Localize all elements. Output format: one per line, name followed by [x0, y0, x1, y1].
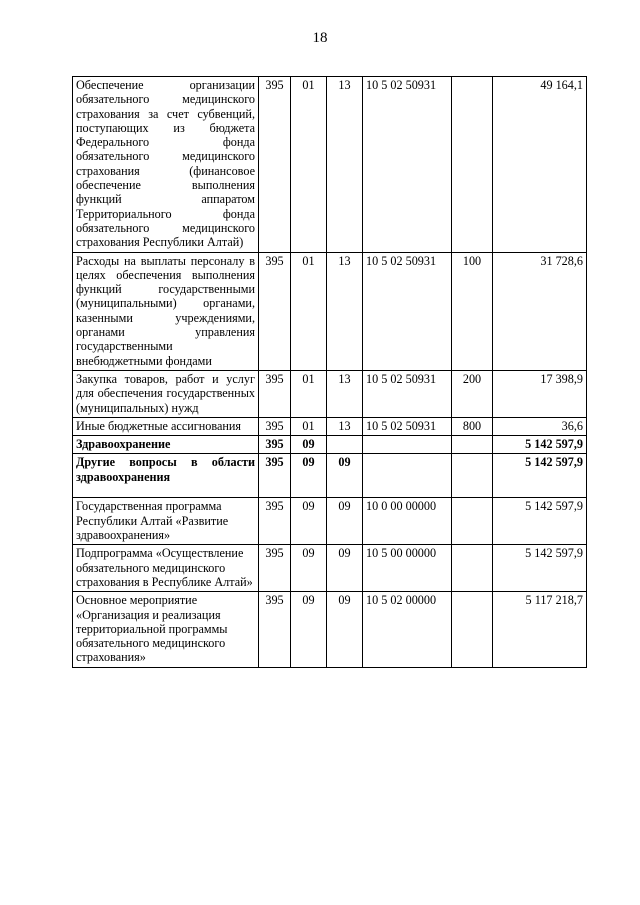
row-target-code — [363, 436, 452, 454]
row-expense-type: 800 — [452, 417, 493, 435]
row-section: 01 — [291, 77, 327, 253]
row-subsection: 13 — [327, 417, 363, 435]
row-section: 01 — [291, 252, 327, 370]
page-number: 18 — [312, 30, 328, 46]
row-subsection: 09 — [327, 454, 363, 498]
row-subsection — [327, 436, 363, 454]
row-grbs: 395 — [259, 77, 291, 253]
row-expense-type — [452, 77, 493, 253]
row-subsection: 13 — [327, 77, 363, 253]
row-section: 09 — [291, 545, 327, 592]
row-section: 09 — [291, 436, 327, 454]
budget-table — [72, 76, 587, 668]
row-subsection: 09 — [327, 498, 363, 545]
row-section: 09 — [291, 454, 327, 498]
row-target-code — [363, 454, 452, 498]
row-section: 01 — [291, 370, 327, 417]
row-name: Другие вопросы в области здравоохранения — [73, 454, 259, 498]
row-sum: 49 164,1 — [493, 77, 587, 253]
row-sum: 5 142 597,9 — [493, 498, 587, 545]
row-grbs: 395 — [259, 592, 291, 667]
row-grbs: 395 — [259, 370, 291, 417]
row-expense-type: 200 — [452, 370, 493, 417]
row-expense-type — [452, 545, 493, 592]
row-grbs: 395 — [259, 436, 291, 454]
row-subsection: 13 — [327, 252, 363, 370]
row-grbs: 395 — [259, 454, 291, 498]
row-grbs: 395 — [259, 545, 291, 592]
row-name: Расходы на выплаты персоналу в целях обеспечения выполнения функций государственными (муниципальными) органами, казенными учреждениями, органами управления государственными внебюджетными фондами — [73, 252, 259, 370]
table-row — [73, 592, 587, 667]
row-target-code: 10 5 02 50931 — [363, 370, 452, 417]
row-subsection: 13 — [327, 370, 363, 417]
table-row — [73, 77, 587, 253]
row-section: 09 — [291, 498, 327, 545]
row-name: Иные бюджетные ассигнования — [73, 417, 259, 435]
row-target-code: 10 5 02 00000 — [363, 592, 452, 667]
row-section: 09 — [291, 592, 327, 667]
row-sum: 5 117 218,7 — [493, 592, 587, 667]
row-name: Здравоохранение — [73, 436, 259, 454]
row-subsection: 09 — [327, 545, 363, 592]
table-row — [73, 498, 587, 545]
row-grbs: 395 — [259, 498, 291, 545]
row-name: Государственная программа Республики Алтай «Развитие здравоохранения» — [73, 498, 259, 545]
row-sum: 17 398,9 — [493, 370, 587, 417]
row-grbs: 395 — [259, 417, 291, 435]
row-expense-type — [452, 498, 493, 545]
row-sum: 36,6 — [493, 417, 587, 435]
row-expense-type — [452, 592, 493, 667]
row-name: Основное мероприятие «Организация и реализация территориальной программы обязательного медицинского страхования» — [73, 592, 259, 667]
row-expense-type — [452, 436, 493, 454]
row-name: Обеспечение организации обязательного медицинского страхования за счет субвенций, поступающих из бюджета Федерального фонда обязательного медицинского страхования (финансовое обеспечение выполнения функций аппаратом Территориального фонда обязательного медицинского страхования Республики Алтай) — [73, 77, 259, 253]
row-sum: 5 142 597,9 — [493, 436, 587, 454]
table-row — [73, 545, 587, 592]
row-section: 01 — [291, 417, 327, 435]
row-expense-type — [452, 454, 493, 498]
row-sum: 31 728,6 — [493, 252, 587, 370]
row-name: Подпрограмма «Осуществление обязательного медицинского страхования в Республике Алтай» — [73, 545, 259, 592]
row-subsection: 09 — [327, 592, 363, 667]
row-name: Закупка товаров, работ и услуг для обеспечения государственных (муниципальных) нужд — [73, 370, 259, 417]
row-target-code: 10 5 02 50931 — [363, 417, 452, 435]
table-row — [73, 252, 587, 370]
row-grbs: 395 — [259, 252, 291, 370]
row-target-code: 10 5 02 50931 — [363, 77, 452, 253]
row-target-code: 10 0 00 00000 — [363, 498, 452, 545]
row-sum: 5 142 597,9 — [493, 545, 587, 592]
row-target-code: 10 5 02 50931 — [363, 252, 452, 370]
table-row — [73, 370, 587, 417]
table-row — [73, 436, 587, 454]
table-row — [73, 417, 587, 435]
row-sum: 5 142 597,9 — [493, 454, 587, 498]
table-row — [73, 454, 587, 498]
row-expense-type: 100 — [452, 252, 493, 370]
row-target-code: 10 5 00 00000 — [363, 545, 452, 592]
